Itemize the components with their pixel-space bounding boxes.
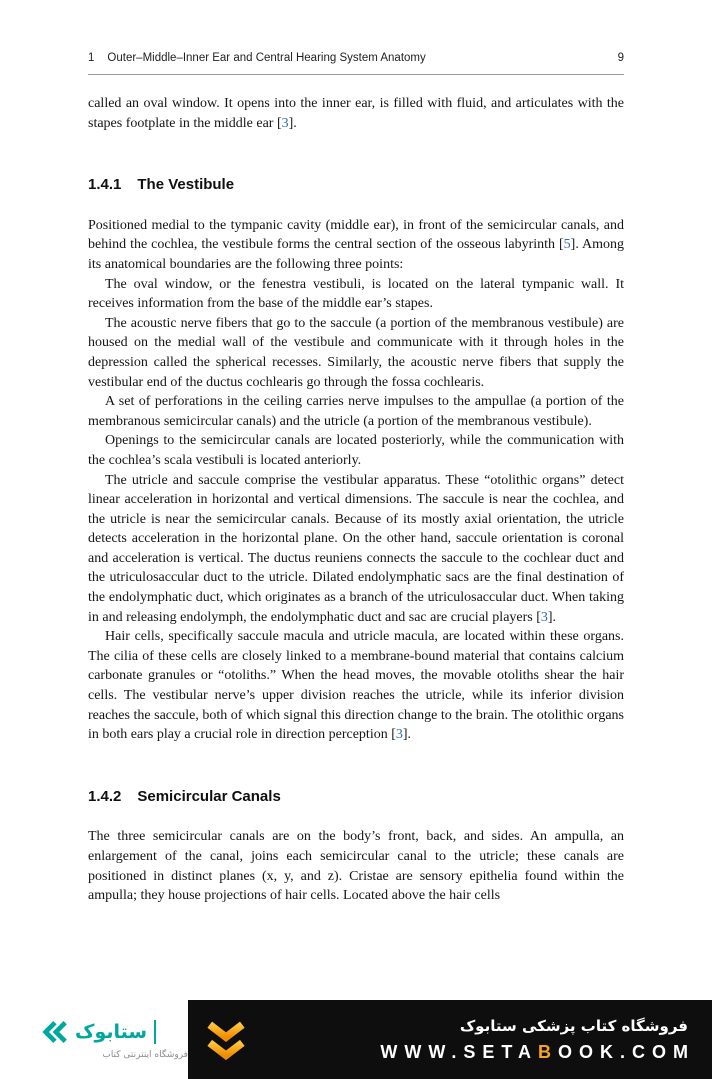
- paragraph: [88, 471, 624, 628]
- section-number: 1.4.2: [88, 787, 122, 805]
- text-segment: ].: [288, 115, 297, 131]
- section-heading-semicircular-canals: [88, 787, 624, 807]
- setabook-logo: [0, 1000, 188, 1079]
- paragraph: A set of perforations in the ceiling carries nerve impulses to the ampullae (a portion of the membranous semicircular canals) and the utricle (a portion of the membranous vestibule).: [88, 394, 624, 429]
- footer-banner: [0, 1000, 712, 1079]
- text-segment: WWW.SETA: [380, 1041, 538, 1062]
- paragraph: [88, 94, 624, 133]
- citation-ref: 3: [540, 609, 548, 625]
- paragraph: The three semicircular canals are on the body’s front, back, and sides. An ampulla, an enlargement of the canal, joins each semicircular canal to the utricle; these canals are positioned in distinct planes (x, y, and z). Cristae are sensory epithelia found within the ampulla; they house projections of hair cells. Located above the hair cells: [88, 829, 624, 904]
- store-name-fa: فروشگاه کتاب پزشکی ستابوک: [459, 1016, 688, 1035]
- chapter-title: Outer–Middle–Inner Ear and Central Hearing System Anatomy: [107, 52, 426, 64]
- website-url: [380, 1042, 695, 1063]
- paragraph: Openings to the semicircular canals are located posteriorly, while the communication with the cochlea’s scala vestibuli is located anteriorly.: [88, 433, 624, 468]
- paragraph: [88, 627, 624, 745]
- footer-black-bar: [188, 1000, 712, 1079]
- citation-ref: 5: [563, 237, 571, 253]
- section-number: 1.4.1: [88, 176, 122, 194]
- section-title: Semicircular Canals: [137, 787, 281, 805]
- paragraph: The oval window, or the fenestra vestibuli, is located on the lateral tympanic wall. It receives information from the base of the middle ear’s stapes.: [88, 276, 624, 312]
- paragraph: [88, 216, 624, 275]
- logo-wordmark: ستابوک: [75, 1021, 148, 1043]
- text-segment: OOK.COM: [558, 1041, 695, 1062]
- page-body: [88, 94, 624, 906]
- footer-texts: [380, 1016, 695, 1063]
- url-letter-highlight: B: [538, 1041, 558, 1062]
- text-segment: ]. Among its anatomical boundaries are the following three points:: [88, 237, 625, 272]
- section-heading-vestibule: [88, 175, 624, 195]
- page-number: 9: [617, 52, 624, 64]
- text-segment: Hair cells, specifically saccule macula and utricle macula, are located within these organs. The cilia of these cells are closely linked to a membrane-bound material that contains calcium carbonate granules or “otoliths.” When the head moves, the movable otoliths shear the hair cells. The vestibular nerve’s upper division reaches the utricle, while its inferior division reaches the saccule, both of which signal this direction change to the brain. The otolithic organs in both ears play a crucial role in direction perception [: [88, 629, 624, 743]
- header-rule: [88, 74, 624, 75]
- logo-divider: [154, 1020, 156, 1044]
- running-head-left: [88, 52, 426, 64]
- text-segment: The utricle and saccule comprise the vestibular apparatus. These “otolithic organs” detect linear acceleration in horizontal and vertical dimensions. The saccule is near the cochlea, and the utricle is near the semicircular canals. Because of its mostly axial orientation, the utricle detects acceleration in the horizontal plane. On the other hand, saccule orientation is coronal and acceleration is vertical. The ductus reuniens connects the saccule to the cochlear duct and the utriculosaccular duct to the utricle. Dilated endolymphatic sacs are the final destination of the endolymphatic duct, which originates as a branch of the utriculosaccular duct. When taking in and releasing endolymph, the endolymphatic duct and sac are crucial players [: [88, 472, 624, 625]
- logo-subtitle: فروشگاه اینترنتی کتاب: [102, 1050, 188, 1060]
- citation-ref: 3: [395, 727, 403, 743]
- text-segment: Positioned medial to the tympanic cavity (middle ear), in front of the semicircular canals, and behind the cochlea, the vestibule forms the central section of the osseous labyrinth [: [88, 217, 624, 253]
- citation-ref: 3: [281, 115, 289, 131]
- section-title: The Vestibule: [137, 176, 235, 194]
- chapter-number: 1: [88, 52, 95, 64]
- page-content: [88, 0, 624, 906]
- logo-row: [40, 1019, 188, 1045]
- running-head: [88, 0, 624, 74]
- paragraph: The acoustic nerve fibers that go to the saccule (a portion of the membranous vestibule) are housed on the medial wall of the vestibule and communicate with it through holes in the depression called the spherical recesses. Similarly, the acoustic nerve fibers that supply the vestibular end of the ductus cochlearis go through the fossa cochlearis.: [88, 315, 624, 390]
- text-segment: ].: [547, 609, 557, 625]
- logo-chevron-icon: [40, 1019, 68, 1045]
- text-segment: ].: [402, 727, 412, 743]
- setabook-mark-icon: [204, 1017, 248, 1063]
- text-segment: called an oval window. It opens into the inner ear, is filled with fluid, and articulates with the stapes footplate in the middle ear [: [88, 96, 624, 131]
